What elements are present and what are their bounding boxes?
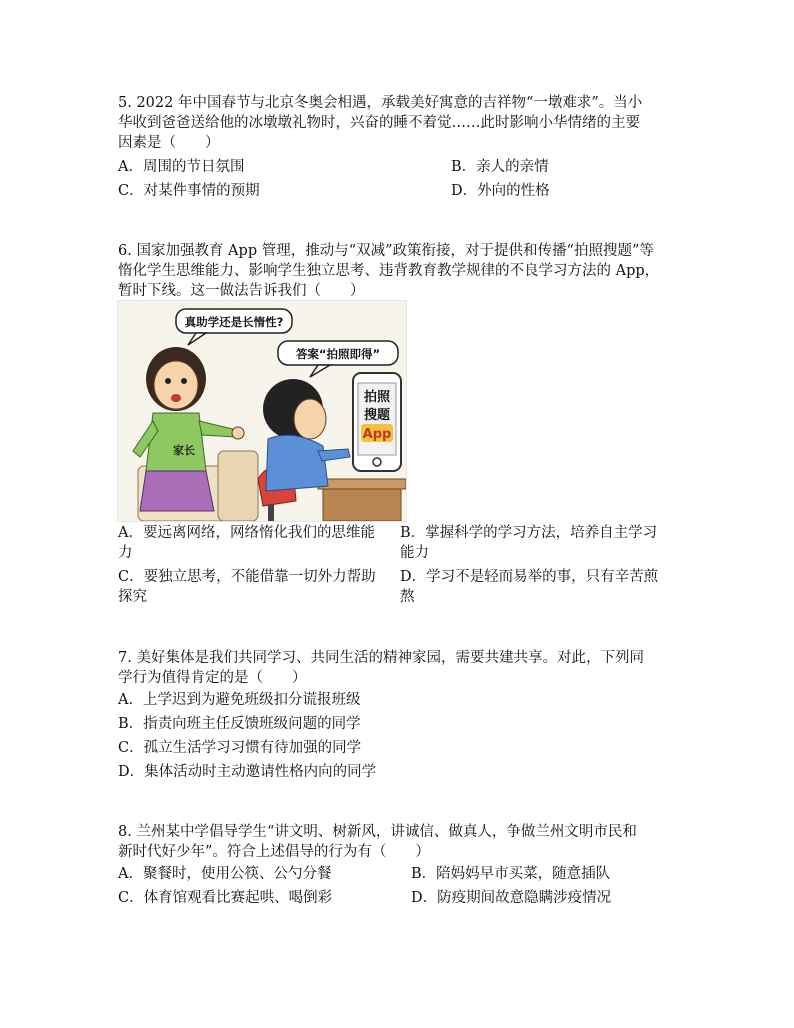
question-number: 8. [118,824,132,840]
option-d[interactable]: D．防疫期间故意隐瞒涉疫情况 [411,890,612,906]
phone-text-1: 拍照 [363,390,391,405]
shirt-label: 家长 [173,444,195,457]
option-line: 熬 [400,589,415,605]
cartoon-drawing [118,301,406,521]
option-d[interactable] [400,567,685,607]
stem-line: 美好集体是我们共同学习、共同生活的精神家园，需要共建共享。对此，下列同 [136,650,644,666]
stem-line: 华收到爸爸送给他的冰墩墩礼物时，兴奋的睡不着觉……此时影响小华情绪的主要 [118,115,640,131]
option-line: A．要远离网络，网络惰化我们的思维能 [118,525,375,541]
question-7-stem [118,648,698,688]
option-a[interactable]: A．聚餐时，使用公筷、公勺分餐 [118,866,332,882]
option-line: C．要独立思考，不能借靠一切外力帮助 [118,569,376,585]
option-d[interactable]: D．外向的性格 [451,183,550,199]
option-b[interactable]: B．亲人的亲情 [451,159,549,175]
option-c[interactable]: C．体育馆观看比赛起哄、喝倒彩 [118,890,333,906]
cartoon-illustration [117,300,407,522]
question-8-stem [118,822,698,862]
phone-text-2: 搜题 [363,408,391,423]
stem-line: 兰州某中学倡导学生“讲文明、树新风，讲诚信、做真人，争做兰州文明市民和 [136,824,637,840]
option-d[interactable]: D．集体活动时主动邀请性格内向的同学 [118,764,377,780]
option-b[interactable] [400,523,685,563]
question-6-stem [118,241,698,301]
phone-text-3: App [362,427,392,442]
stem-line: 学行为值得肯定的是（ ） [118,670,307,686]
option-b[interactable]: B．陪妈妈早市买菜，随意插队 [411,866,611,882]
option-line: 力 [118,545,133,561]
option-b[interactable]: B．指责向班主任反馈班级问题的同学 [118,716,361,732]
stem-line: 惰化学生思维能力、影响学生独立思考、违背教育教学规律的不良学习方法的 App， [118,263,660,279]
option-c[interactable]: C．对某件事情的预期 [118,183,260,199]
option-line: D．学习不是轻而易举的事，只有辛苦煎 [400,569,659,585]
option-c[interactable] [118,567,398,607]
stem-line: 国家加强教育 App 管理，推动与“双减”政策衔接，对于提供和传播“拍照搜题”等 [136,243,654,259]
question-number: 5. [118,95,132,111]
bubble-right-text: 答案“拍照即得” [295,347,381,361]
option-c[interactable]: C．孤立生活学习习惯有待加强的同学 [118,740,362,756]
stem-line: 暂时下线。这一做法告诉我们（ ） [118,283,365,299]
option-a[interactable]: A．周围的节日氛围 [118,159,245,175]
bubble-left-text: 真助学还是长惰性? [184,315,284,329]
option-line: 能力 [400,545,429,561]
stem-line: 2022 年中国春节与北京冬奥会相遇，承载美好寓意的吉祥物“一墩难求”。当小 [136,95,643,111]
option-line: 探究 [118,589,147,605]
option-line: B．掌握科学的学习方法，培养自主学习 [400,525,658,541]
stem-line: 新时代好少年”。符合上述倡导的行为有（ ） [118,844,430,860]
option-a[interactable]: A．上学迟到为避免班级扣分谎报班级 [118,692,361,708]
question-5-stem [118,93,678,153]
stem-line: 因素是（ ） [118,135,220,151]
option-a[interactable] [118,523,398,563]
question-number: 7. [118,650,132,666]
question-number: 6. [118,243,132,259]
